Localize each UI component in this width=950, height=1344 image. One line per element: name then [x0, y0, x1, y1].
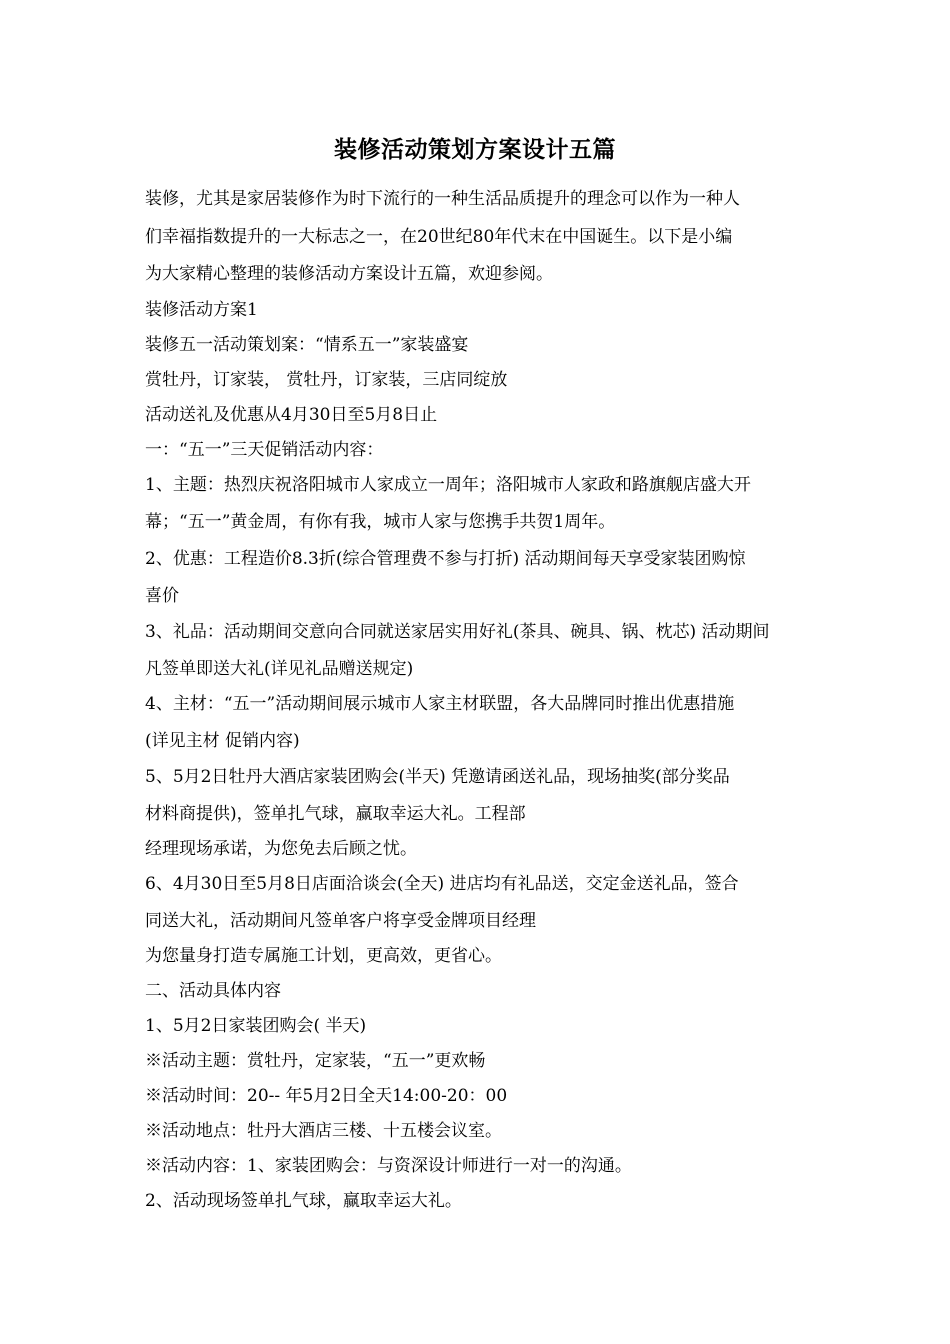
paragraph-line: (详见主材 促销内容) [145, 731, 300, 751]
section-heading: 二、活动具体内容 [145, 981, 281, 1001]
paragraph-line: 们幸福指数提升的一大标志之一，在20世纪80年代末在中国诞生。以下是小编 [145, 227, 733, 247]
paragraph-line: 4、主材：“五一”活动期间展示城市人家主材联盟，各大品牌同时推出优惠措施 [145, 694, 735, 714]
paragraph-line: 装修活动方案1 [145, 300, 258, 320]
paragraph-line: 一：“五一”三天促销活动内容： [145, 440, 384, 460]
document-title: 装修活动策划方案设计五篇 [334, 136, 616, 163]
paragraph-line: 同送大礼，活动期间凡签单客户将享受金牌项目经理 [145, 911, 536, 931]
paragraph-line: 6、4月30日至5月8日店面洽谈会(全天) 进店均有礼品送，交定金送礼品，签合 [145, 874, 739, 894]
paragraph-line: 装修五一活动策划案：“情系五一”家装盛宴 [145, 335, 469, 355]
paragraph-line: ※活动时间：20-- 年5月2日全天14:00-20：00 [145, 1086, 508, 1106]
paragraph-line: 经理现场承诺，为您免去后顾之忧。 [145, 839, 417, 859]
paragraph-line: 活动送礼及优惠从4月30日至5月8日止 [145, 405, 438, 425]
paragraph-line: 凡签单即送大礼(详见礼品赠送规定) [145, 659, 414, 679]
paragraph-line: 3、礼品：活动期间交意向合同就送家居实用好礼(茶具、碗具、锅、枕芯) 活动期间 [145, 622, 770, 642]
paragraph-line: 为您量身打造专属施工计划，更高效，更省心。 [145, 946, 502, 966]
paragraph-line: 5、5月2日牡丹大酒店家装团购会(半天) 凭邀请函送礼品，现场抽奖(部分奖品 [145, 767, 730, 787]
paragraph-line: 1、主题：热烈庆祝洛阳城市人家成立一周年；洛阳城市人家政和路旗舰店盛大开 [145, 475, 751, 495]
paragraph-line: 装修，尤其是家居装修作为时下流行的一种生活品质提升的理念可以作为一种人 [145, 189, 740, 209]
paragraph-line: 赏牡丹，订家装， 赏牡丹，订家装，三店同绽放 [145, 370, 508, 390]
paragraph-line: 材料商提供)，签单扎气球，赢取幸运大礼。工程部 [145, 804, 526, 824]
paragraph-line: ※活动主题：赏牡丹，定家装，“五一”更欢畅 [145, 1051, 486, 1071]
paragraph-line: 1、5月2日家装团购会( 半天) [145, 1016, 367, 1036]
paragraph-line: 2、优惠：工程造价8.3折(综合管理费不参与打折) 活动期间每天享受家装团购惊 [145, 549, 746, 569]
paragraph-line: 为大家精心整理的装修活动方案设计五篇，欢迎参阅。 [145, 264, 553, 284]
paragraph-line: 幕；“五一”黄金周，有你有我，城市人家与您携手共贺1周年。 [145, 512, 616, 532]
paragraph-line: 2、活动现场签单扎气球，赢取幸运大礼。 [145, 1191, 462, 1211]
paragraph-line: 喜价 [145, 586, 179, 606]
paragraph-line: ※活动地点：牡丹大酒店三楼、十五楼会议室。 [145, 1121, 502, 1141]
paragraph-line: ※活动内容：1、家装团购会：与资深设计师进行一对一的沟通。 [145, 1156, 632, 1176]
